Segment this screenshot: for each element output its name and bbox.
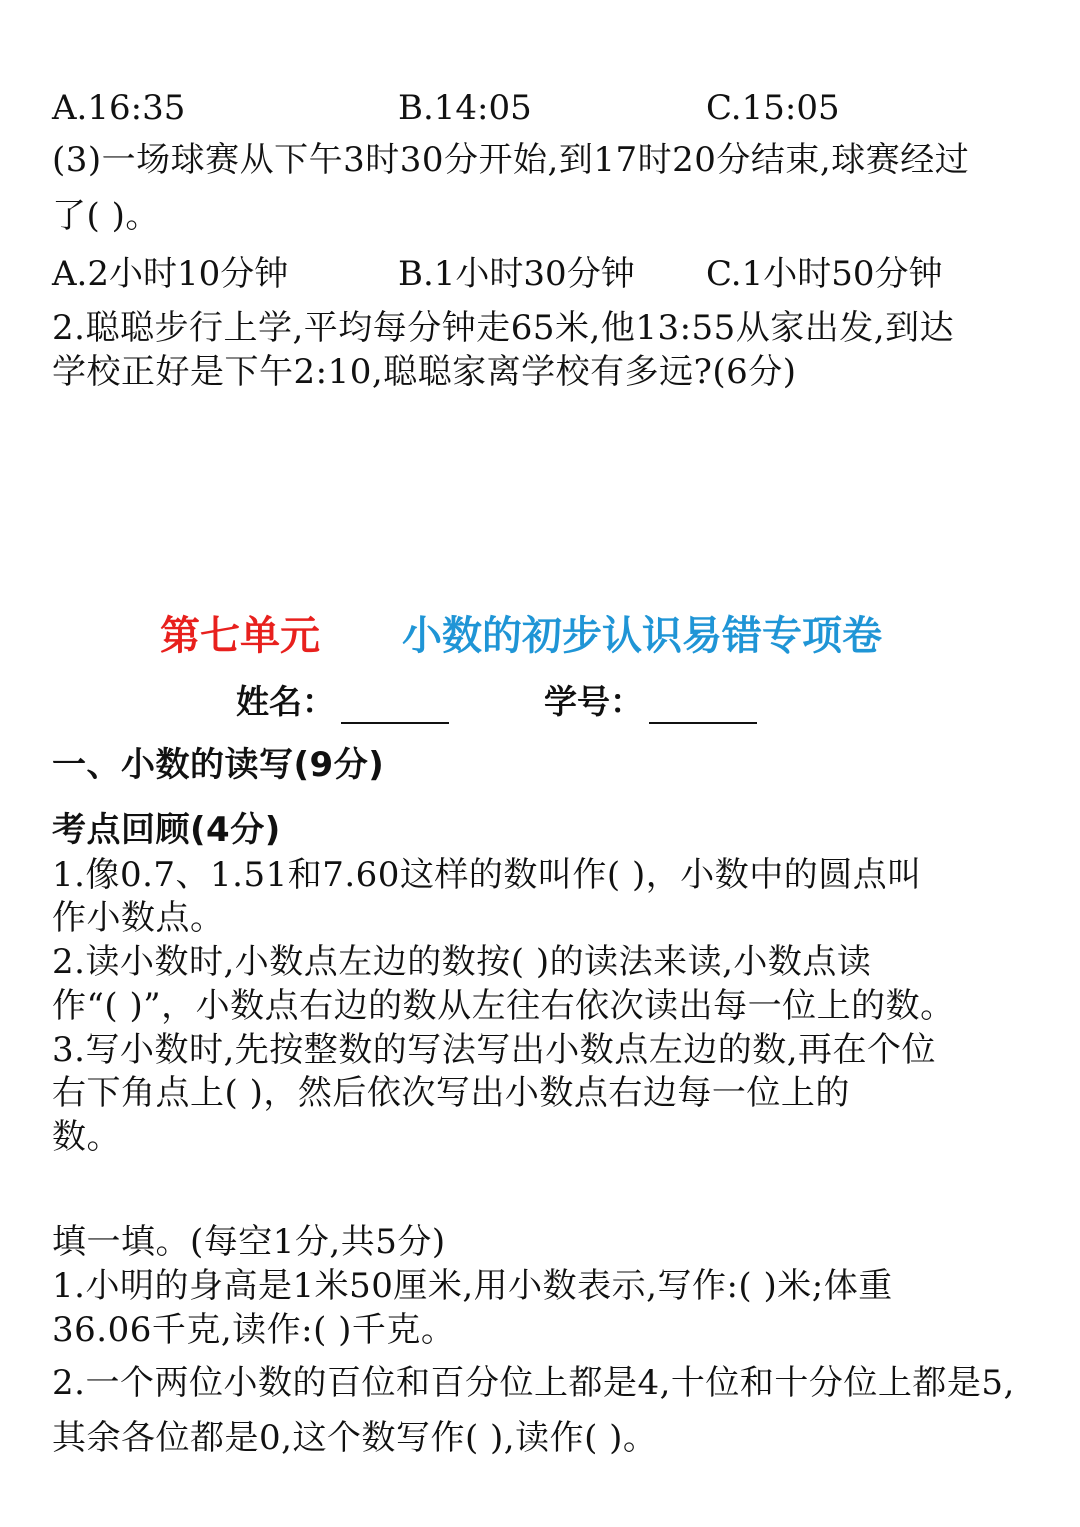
question-3-line-2: 了( )。	[52, 196, 160, 236]
review-line: 1.像0.7、1.51和7.60这样的数叫作( )，小数中的圆点叫	[52, 855, 922, 895]
fill-line: 36.06千克,读作:( )千克。	[52, 1310, 456, 1350]
fill-line: 其余各位都是0,这个数写作( ),读作( )。	[52, 1418, 658, 1458]
review-heading: 考点回顾(4分)	[52, 810, 281, 850]
section-heading: 一、小数的读写(9分)	[52, 745, 385, 785]
exam-title	[0, 610, 1080, 662]
option-b: B.1小时30分钟	[398, 254, 635, 294]
question-3-line-1: (3)一场球赛从下午3时30分开始,到17时20分结束,球赛经过	[52, 140, 970, 180]
option-a: A.2小时10分钟	[52, 254, 289, 294]
problem-2-line-1: 2.聪聪步行上学,平均每分钟走65米,他13:55从家出发,到达	[52, 308, 955, 348]
review-line: 作小数点。	[52, 898, 225, 938]
option-b: B.14:05	[398, 88, 532, 128]
fill-line: 1.小明的身高是1米50厘米,用小数表示,写作:( )米;体重	[52, 1266, 893, 1306]
review-line: 3.写小数时,先按整数的写法写出小数点左边的数,再在个位	[52, 1030, 937, 1070]
review-line: 右下角点上( )，然后依次写出小数点右边每一位上的	[52, 1073, 850, 1113]
paper-title: 小数的初步认识易错专项卷	[402, 613, 882, 659]
review-line: 数。	[52, 1117, 121, 1157]
option-c: C.1小时50分钟	[706, 254, 943, 294]
unit-title: 第七单元	[160, 613, 320, 659]
name-blank[interactable]	[341, 684, 449, 724]
student-id-label: 学号：	[544, 682, 643, 721]
name-label: 姓名：	[236, 682, 335, 721]
review-line: 2.读小数时,小数点左边的数按( )的读法来读,小数点读	[52, 942, 872, 982]
option-c: C.15:05	[706, 88, 840, 128]
review-line: 作“( )”，小数点右边的数从左往右依次读出每一位上的数。	[52, 986, 955, 1026]
fill-heading: 填一填。(每空1分,共5分)	[52, 1222, 446, 1262]
name-field	[236, 680, 449, 724]
fill-line: 2.一个两位小数的百位和百分位上都是4,十位和十分位上都是5,	[52, 1363, 1015, 1403]
student-id-field	[544, 680, 757, 724]
student-id-blank[interactable]	[649, 684, 757, 724]
problem-2-line-2: 学校正好是下午2:10,聪聪家离学校有多远?(6分)	[52, 352, 797, 392]
option-a: A.16:35	[52, 88, 186, 128]
